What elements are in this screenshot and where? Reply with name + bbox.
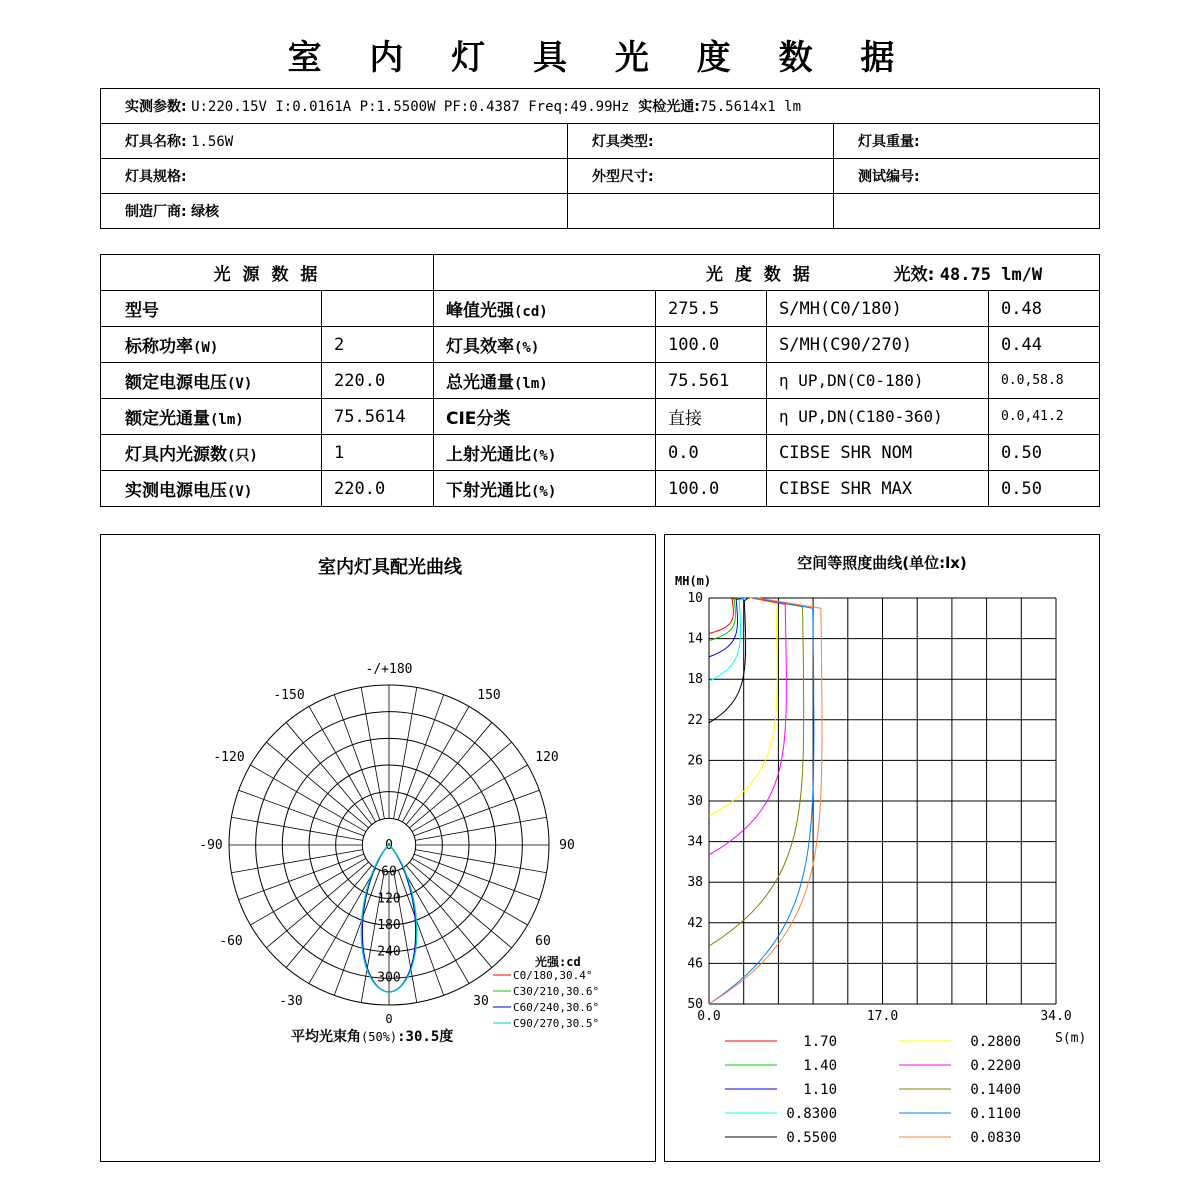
table-cell — [989, 327, 1100, 363]
table-cell — [767, 399, 989, 435]
source-value: 75.5614 — [334, 406, 406, 427]
legend-label: C0/180,30.4° — [513, 969, 593, 982]
polar-spoke — [415, 817, 546, 840]
polar-spoke — [415, 850, 546, 873]
type-label: 灯具类型: — [592, 134, 654, 150]
photo-label: 上射光通比 — [446, 445, 531, 465]
polar-angle-label: 120 — [535, 750, 559, 765]
legend-label: 0.2800 — [970, 1034, 1021, 1050]
page-title: 室 内 灯 具 光 度 数 据 — [287, 38, 913, 78]
table-cell — [101, 363, 322, 399]
polar-spoke — [334, 870, 380, 995]
y-tick-label: 26 — [687, 753, 703, 769]
beam-angle-label: 平均光束角 — [291, 1029, 361, 1045]
table-cell — [434, 435, 656, 471]
source-unit: (lm) — [210, 412, 244, 428]
source-label: 额定光通量 — [125, 409, 210, 429]
table-cell — [767, 327, 989, 363]
table-cell — [767, 435, 989, 471]
polar-angle-label: 60 — [535, 934, 551, 949]
table-cell — [656, 435, 767, 471]
photo-unit: (%) — [531, 484, 557, 500]
polar-radial-label: 300 — [377, 970, 401, 986]
y-tick-label: 30 — [687, 794, 703, 809]
spec-cell — [101, 159, 568, 194]
photometric-table — [100, 254, 1100, 507]
photo-label: 下射光通比 — [446, 481, 531, 501]
polar-spoke — [406, 865, 492, 967]
y-tick-label: 22 — [687, 712, 703, 728]
name-cell — [101, 124, 568, 159]
beam-angle — [291, 1026, 453, 1046]
polar-spoke — [286, 722, 372, 824]
table-cell — [767, 363, 989, 399]
size-cell — [568, 159, 834, 194]
table-cell — [767, 471, 989, 507]
isolux-curve — [709, 598, 746, 681]
luminaire-info-table — [100, 88, 1100, 229]
size-label: 外型尺寸: — [592, 169, 654, 185]
y-axis-label: MH(m) — [675, 574, 712, 588]
table-cell — [434, 327, 656, 363]
polar-angle-label: -/+180 — [365, 662, 413, 677]
weight-cell — [834, 124, 1100, 159]
source-header — [101, 255, 434, 291]
photo-label2: CIBSE SHR NOM — [779, 442, 913, 463]
photo-value: 直接 — [668, 409, 702, 429]
polar-spoke — [394, 687, 417, 818]
table-cell — [767, 291, 989, 327]
photo-unit: (%) — [531, 448, 557, 464]
photo-label: 峰值光强 — [446, 301, 514, 321]
y-tick-label: 14 — [687, 631, 703, 647]
polar-radial-label: 0 — [385, 1012, 393, 1026]
photo-value: 275.5 — [668, 298, 720, 319]
weight-label: 灯具重量: — [858, 134, 920, 150]
polar-spoke — [406, 722, 492, 824]
legend-label: 1.70 — [803, 1034, 837, 1050]
source-unit: (V) — [227, 376, 253, 392]
polar-spoke — [361, 687, 384, 818]
legend-label: 0.5500 — [786, 1130, 837, 1146]
source-unit: (只) — [227, 448, 258, 464]
efficacy-value: 48.75 lm/W — [939, 265, 1043, 285]
measured-params-label: 实测参数: — [125, 99, 187, 115]
source-label: 灯具内光源数 — [125, 445, 227, 465]
polar-spoke — [414, 790, 539, 836]
x-axis-label: S(m) — [1055, 1031, 1087, 1046]
photo-label: CIE分类 — [446, 409, 511, 429]
table-row — [101, 435, 1100, 471]
photo-label2: η UP,DN(C180-360) — [779, 407, 943, 426]
polar-spoke — [398, 695, 444, 820]
polar-spoke — [266, 742, 368, 828]
spec-label: 灯具规格: — [125, 169, 187, 185]
photo-value2: 0.50 — [1001, 478, 1042, 499]
photo-unit: (%) — [514, 340, 540, 356]
y-tick-label: 34 — [687, 834, 703, 850]
polar-spoke — [334, 695, 380, 820]
table-cell — [989, 399, 1100, 435]
polar-radial-label: 240 — [377, 944, 401, 960]
polar-panel — [100, 534, 656, 1162]
isolux-chart — [665, 535, 1099, 1161]
isolux-curve — [709, 598, 744, 657]
source-label: 型号 — [125, 301, 159, 321]
photometric-header — [434, 255, 1100, 291]
isolux-title: 空间等照度曲线(单位:lx) — [797, 554, 967, 572]
table-cell — [989, 435, 1100, 471]
empty-cell — [568, 194, 834, 229]
source-value: 2 — [334, 334, 345, 355]
photo-label2: η UP,DN(C0-180) — [779, 371, 924, 390]
table-cell — [101, 291, 322, 327]
table-cell — [101, 471, 322, 507]
name-label: 灯具名称: — [125, 134, 187, 150]
photo-value: 100.0 — [668, 478, 720, 499]
table-cell — [101, 327, 322, 363]
test-label: 测试编号: — [858, 169, 920, 185]
polar-angle-label: -150 — [273, 688, 305, 703]
table-cell — [434, 399, 656, 435]
polar-spoke — [231, 850, 362, 873]
polar-spoke — [286, 865, 372, 967]
table-cell — [434, 363, 656, 399]
table-cell — [989, 291, 1100, 327]
maker-value: 绿核 — [191, 204, 220, 220]
source-unit: (W) — [193, 340, 219, 356]
measured-params-cell — [101, 89, 1100, 124]
polar-spoke — [398, 870, 444, 995]
polar-radial-label: 60 — [381, 864, 397, 880]
isolux-curve — [709, 598, 748, 723]
source-value: 220.0 — [334, 370, 386, 391]
polar-spoke — [266, 862, 368, 948]
y-tick-label: 50 — [687, 997, 703, 1012]
legend-label: 0.8300 — [786, 1106, 837, 1122]
y-tick-label: 18 — [687, 672, 703, 688]
table-row — [101, 363, 1100, 399]
polar-angle-label: -30 — [279, 994, 303, 1009]
source-label: 标称功率 — [125, 337, 193, 357]
photo-label: 灯具效率 — [446, 337, 514, 357]
table-cell — [434, 471, 656, 507]
photo-value2: 0.48 — [1001, 298, 1042, 319]
table-cell — [322, 327, 434, 363]
polar-angle-label: 150 — [477, 688, 501, 703]
y-tick-label: 38 — [687, 875, 703, 891]
x-tick-label: 17.0 — [866, 1009, 899, 1024]
legend-label: 0.1100 — [970, 1106, 1021, 1122]
isolux-panel — [664, 534, 1100, 1162]
photo-unit: (lm) — [514, 376, 548, 392]
legend-label: 0.0830 — [970, 1130, 1021, 1146]
polar-legend-title: 光强:cd — [535, 955, 581, 969]
table-cell — [656, 363, 767, 399]
photo-value: 0.0 — [668, 442, 699, 463]
table-cell — [656, 291, 767, 327]
polar-chart — [101, 535, 655, 1161]
polar-angle-label: 90 — [559, 838, 575, 853]
efficacy-label: 光效: — [893, 265, 935, 285]
table-cell — [989, 471, 1100, 507]
source-label: 额定电源电压 — [125, 373, 227, 393]
source-label: 实测电源电压 — [125, 481, 227, 501]
table-cell — [322, 399, 434, 435]
table-cell — [101, 399, 322, 435]
table-cell — [656, 327, 767, 363]
x-tick-label: 0.0 — [697, 1009, 721, 1024]
beam-angle-value: :30.5度 — [397, 1029, 454, 1045]
measured-params-values: U:220.15V I:0.0161A P:1.5500W PF:0.4387 Freq:49.99Hz — [191, 99, 630, 115]
polar-radial-label: 120 — [377, 891, 401, 907]
polar-angle-label: 0 — [385, 838, 393, 853]
table-cell — [656, 399, 767, 435]
type-cell — [568, 124, 834, 159]
table-row — [101, 471, 1100, 507]
table-cell — [322, 291, 434, 327]
y-tick-label: 46 — [687, 956, 703, 972]
polar-spoke — [409, 862, 511, 948]
table-cell — [656, 471, 767, 507]
polar-angle-label: 30 — [473, 994, 489, 1009]
test-cell — [834, 159, 1100, 194]
legend-label: 1.40 — [803, 1058, 837, 1074]
polar-spoke — [414, 854, 539, 900]
x-tick-label: 34.0 — [1040, 1009, 1072, 1024]
photo-value2: 0.50 — [1001, 442, 1042, 463]
photo-label2: S/MH(C0/180) — [779, 298, 902, 319]
photo-unit: (cd) — [514, 304, 548, 320]
maker-cell — [101, 194, 568, 229]
polar-title: 室内灯具配光曲线 — [318, 557, 462, 578]
y-tick-label: 42 — [687, 915, 703, 931]
legend-label: 0.1400 — [970, 1082, 1021, 1098]
measured-flux-label: 实检光通: — [638, 99, 700, 115]
name-value: 1.56W — [191, 134, 234, 150]
polar-radial-label: 180 — [377, 918, 401, 933]
table-row — [101, 327, 1100, 363]
photo-label2: S/MH(C90/270) — [779, 334, 913, 355]
maker-label: 制造厂商: — [125, 204, 187, 220]
photometric-header-text: 光 度 数 据 — [706, 265, 813, 285]
source-value: 220.0 — [334, 478, 386, 499]
photo-label2: CIBSE SHR MAX — [779, 478, 913, 499]
polar-spoke — [409, 742, 511, 828]
table-cell — [434, 291, 656, 327]
legend-label: C30/210,30.6° — [513, 985, 600, 998]
measured-flux-value: 75.5614x1 lm — [699, 99, 802, 115]
legend-label: 0.2200 — [970, 1058, 1021, 1074]
source-unit: (V) — [227, 484, 253, 500]
table-cell — [989, 363, 1100, 399]
source-value: 1 — [334, 442, 345, 463]
legend-label: C60/240,30.6° — [513, 1001, 600, 1014]
polar-angle-label: -60 — [219, 934, 243, 949]
polar-spoke — [239, 790, 364, 836]
table-cell — [322, 363, 434, 399]
polar-spoke — [231, 817, 362, 840]
photo-label: 总光通量 — [446, 373, 514, 393]
empty-cell — [834, 194, 1100, 229]
table-cell — [322, 471, 434, 507]
y-tick-label: 10 — [687, 591, 703, 606]
legend-label: C90/270,30.5° — [513, 1017, 600, 1030]
photo-value2: 0.44 — [1001, 334, 1042, 355]
photo-value: 75.561 — [668, 370, 730, 391]
polar-spoke — [239, 854, 364, 900]
polar-angle-label: -120 — [213, 750, 245, 765]
source-header-text: 光 源 数 据 — [213, 265, 321, 285]
table-row — [101, 291, 1100, 327]
table-row — [101, 399, 1100, 435]
legend-label: 1.10 — [803, 1082, 837, 1098]
photo-value2: 0.0,41.2 — [1001, 409, 1064, 424]
beam-angle-unit: (50%) — [361, 1030, 398, 1044]
table-cell — [322, 435, 434, 471]
photo-value: 100.0 — [668, 334, 720, 355]
photo-value2: 0.0,58.8 — [1001, 373, 1064, 388]
polar-angle-label: -90 — [199, 838, 223, 853]
table-cell — [101, 435, 322, 471]
